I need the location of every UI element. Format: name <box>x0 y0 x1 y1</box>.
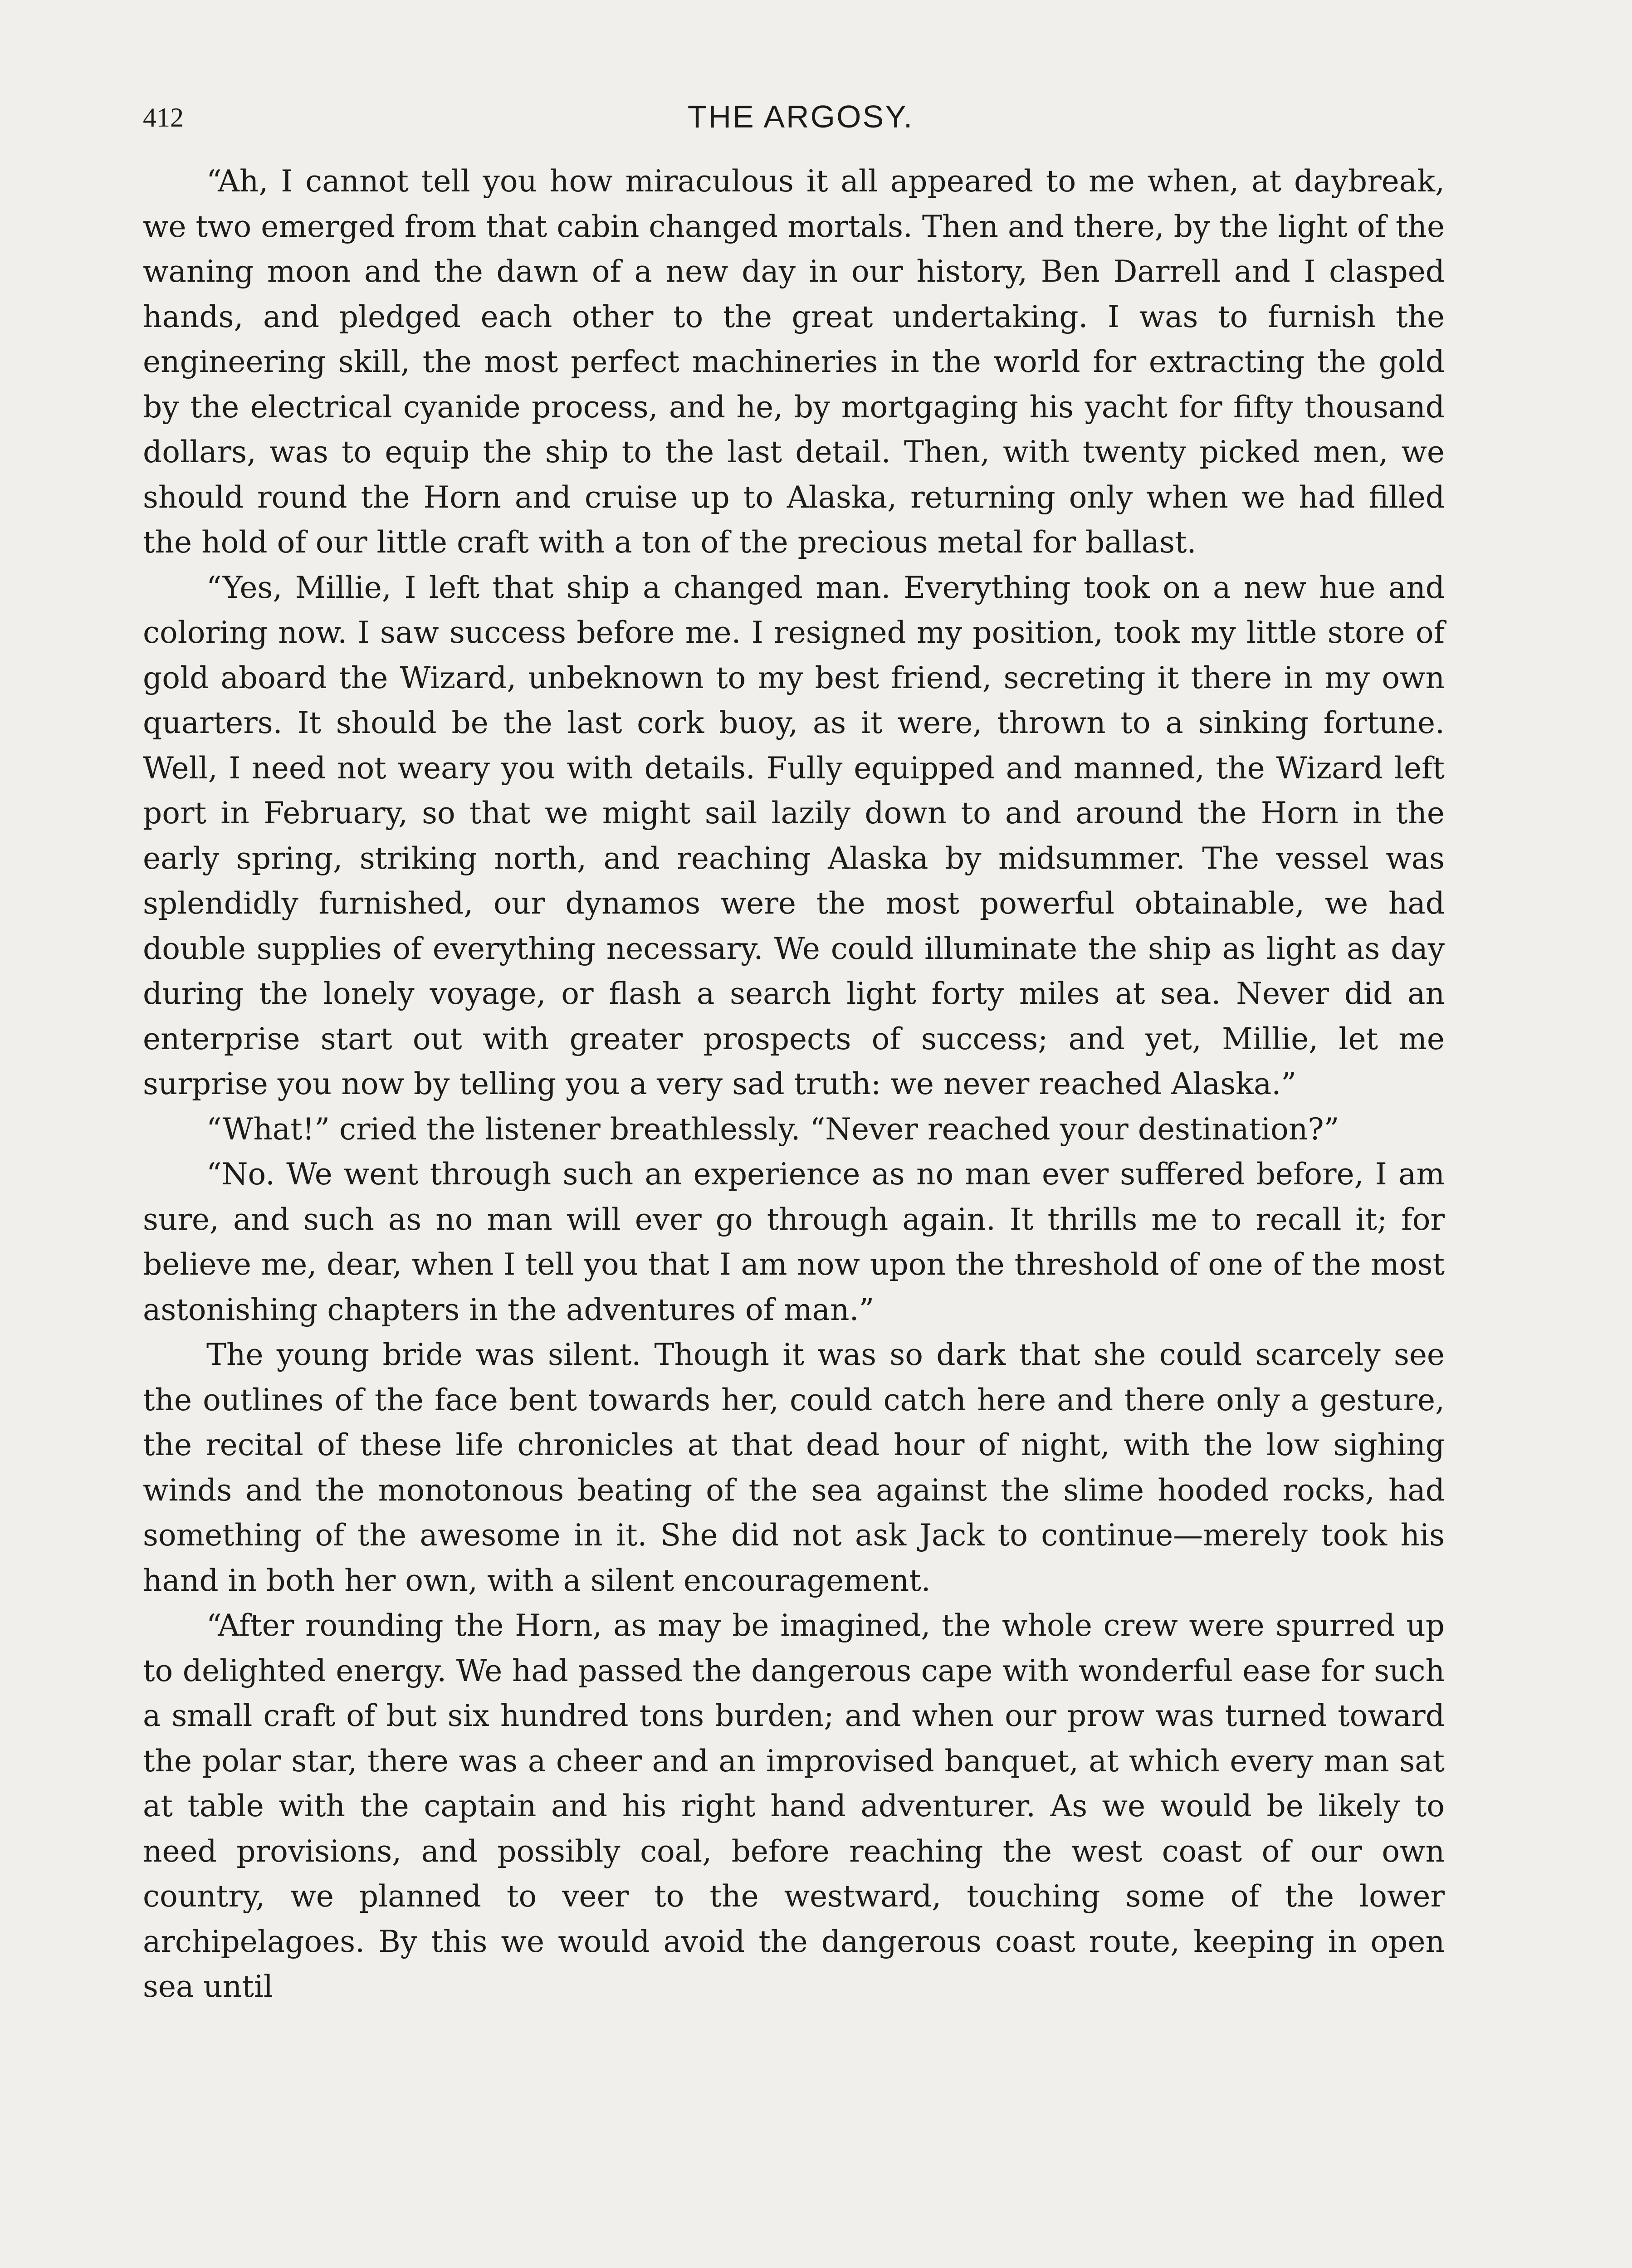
paragraph-changed-man: “Yes, Millie, I left that ship a changed man. Everything took on a new hue and coloring now. I saw success before me. I resigned my position, took my little store of gold aboard the Wizard, unbeknown to my best friend, secreting it there in my own quarters. It should be the last cork buoy, as it were, thrown to a sinking fortune. Well, I need not weary you with details. Fully equipped and manned, the Wizard left port in February, so that we might sail lazily down to and around the Horn in the early spring, striking north, and reaching Alaska by midsummer. The vessel was splendidly furnished, our dynamos were the most powerful obtainable, we had double supplies of everything necessary. We could illuminate the ship as light as day during the lonely voyage, or flash a search light forty miles at sea. Never did an enterprise start out with greater prospects of success; and yet, Millie, let me surprise you now by telling you a very sad truth: we never reached Alaska.” <box>143 570 1445 1101</box>
paragraph-no: “No. We went through such an experience as no man ever suffered before, I am sure, and such as no man will ever go through again. It thrills me to recall it; for believe me, dear, when I tell you that I am now upon the threshold of one of the most astonishing chapters in the adventures of man.” <box>143 1157 1445 1327</box>
page-number: 412 <box>143 103 184 132</box>
running-title: THE ARGOSY. <box>687 99 914 134</box>
page-header <box>143 93 1458 147</box>
paragraph-cabin: “Ah, I cannot tell you how miraculous it all appeared to me when, at daybreak, we two emerged from that cabin changed mortals. Then and there, by the light of the waning moon and the dawn of a new day in our history, Ben Darrell and I clasped hands, and pledged each other to the great undertaking. I was to furnish the engineering skill, the most perfect machineries in the world for extracting the gold by the electrical cyanide process, and he, by mortgaging his yacht for fifty thousand dollars, was to equip the ship to the last detail. Then, with twenty picked men, we should round the Horn and cruise up to Alaska, returning only when we had filled the hold of our little craft with a ton of the precious metal for ballast. <box>143 164 1445 560</box>
body-text <box>143 159 1445 2009</box>
paragraph-after-rounding: “After rounding the Horn, as may be imagined, the whole crew were spurred up to delighted energy. We had passed the dangerous cape with wonderful ease for such a small craft of but six hundred tons burden; and when our prow was turned toward the polar star, there was a cheer and an improvised banquet, at which every man sat at table with the captain and his right hand adventurer. As we would be likely to need provisions, and possibly coal, before reaching the west coast of our own country, we planned to veer to the westward, touching some of the lower archipelagoes. By this we would avoid the dangerous coast route, keeping in open sea until <box>143 1608 1445 2004</box>
paragraph-what: “What!” cried the listener breathlessly. “Never reached your destination?” <box>206 1111 1339 1147</box>
paragraph-young-bride: The young bride was silent. Though it was so dark that she could scarcely see the outlines of the face bent towards her, could catch here and there only a gesture, the recital of these life chronicles at that dead hour of night, with the low sighing winds and the monotonous beating of the sea against the slime hooded rocks, had something of the awesome in it. She did not ask Jack to continue—merely took his hand in both her own, with a silent encouragement. <box>143 1337 1445 1598</box>
